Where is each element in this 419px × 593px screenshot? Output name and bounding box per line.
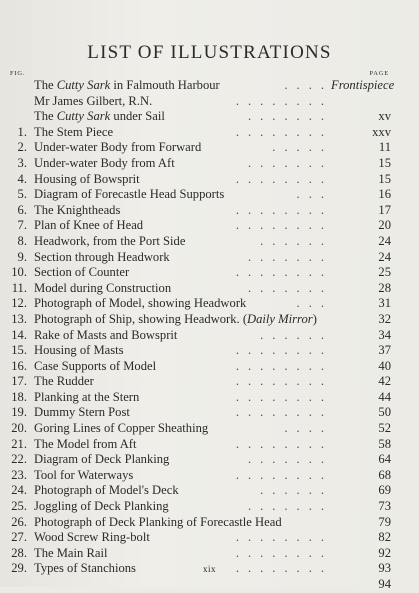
leader-dots: ........ <box>235 171 333 186</box>
page-reference: 42 <box>378 374 391 389</box>
page-reference: 68 <box>378 467 391 482</box>
page-reference: 64 <box>378 452 391 467</box>
caption-text: Photograph of Model's Deck <box>34 483 179 498</box>
figure-number: 24. <box>11 483 27 498</box>
caption-text-suffix: (Daily Mirror) <box>239 311 317 326</box>
leader-dots: ... <box>296 296 333 311</box>
caption-text: Tool for Waterways <box>34 467 134 482</box>
leader-dots: ........ <box>235 358 333 373</box>
caption-text: Model during Construction <box>34 280 172 295</box>
caption-italic-text: Cutty Sark <box>56 109 111 124</box>
caption-text: Planking at the Stern <box>34 389 140 404</box>
caption-text: The Main Rail <box>34 545 108 560</box>
page-reference: 93 <box>378 561 391 576</box>
list-item <box>0 499 419 515</box>
caption-text: Section through Headwork <box>34 249 170 264</box>
figure-number: 3. <box>17 155 27 170</box>
list-item <box>0 483 419 499</box>
caption-text: Housing of Bowsprit <box>34 171 140 186</box>
caption-text: Diagram of Deck Planking <box>34 452 170 467</box>
list-item <box>0 359 419 375</box>
list-item <box>0 187 419 203</box>
list-item <box>0 374 419 390</box>
leader-dots: .... <box>284 78 333 92</box>
caption-text: Housing of Masts <box>34 343 124 358</box>
list-item <box>0 234 419 250</box>
caption-text: Rake of Masts and Bowsprit <box>34 327 178 342</box>
figure-number: 14. <box>11 327 27 342</box>
page-number: xix <box>202 564 216 574</box>
caption-text: Diagram of Forecastle Head Supports <box>34 187 225 202</box>
list-item <box>0 125 419 141</box>
list-item <box>0 296 419 312</box>
leader-dots: ...... <box>260 233 333 248</box>
page-reference: 40 <box>378 358 391 373</box>
page-column-header: PAGE <box>369 70 389 77</box>
leader-dots: ........ <box>235 124 333 139</box>
figure-caption <box>34 281 171 297</box>
leader-dots: ........ <box>235 545 333 560</box>
figure-number: 22. <box>11 452 27 467</box>
page-reference: 11 <box>378 140 391 155</box>
caption-text: Dummy Stern Post <box>34 405 130 420</box>
caption-text: The Stem Piece <box>34 124 114 139</box>
leader-dots: ...... <box>260 327 333 342</box>
caption-text: Mr James Gilbert, R.N. <box>34 93 153 108</box>
caption-text-suffix: under Sail <box>110 109 165 124</box>
caption-text: Photograph of Ship, showing Headwork. <box>34 311 240 326</box>
caption-text: Under-water Body from Aft <box>34 155 175 170</box>
page-reference: 15 <box>378 155 391 170</box>
list-item <box>0 156 419 172</box>
figure-caption <box>34 374 94 390</box>
caption-text: Joggling of Deck Planking <box>34 499 169 514</box>
leader-dots: ........ <box>235 530 333 545</box>
figure-caption <box>34 468 133 484</box>
figure-caption <box>34 234 185 250</box>
page-reference: 50 <box>378 405 391 420</box>
leader-dots: ........ <box>235 561 333 576</box>
figure-caption <box>34 109 165 125</box>
figure-number: 1. <box>17 124 27 139</box>
figure-number: 10. <box>11 265 27 280</box>
figure-caption <box>34 94 152 110</box>
caption-text: Photograph of Model, showing Headwork <box>34 296 247 311</box>
figure-caption <box>34 218 143 234</box>
list-item <box>0 530 419 546</box>
list-item <box>0 265 419 281</box>
figure-number: 21. <box>11 436 27 451</box>
list-item <box>0 78 419 94</box>
figure-caption <box>34 172 140 188</box>
list-item <box>0 515 419 531</box>
figure-caption <box>34 343 124 359</box>
list-item <box>0 437 419 453</box>
list-item <box>0 172 419 188</box>
figure-caption <box>34 483 179 499</box>
figure-number: 16. <box>11 358 27 373</box>
page-reference: xv <box>378 109 391 124</box>
figure-caption <box>34 156 175 172</box>
list-item <box>0 218 419 234</box>
page-reference: 17 <box>378 202 391 217</box>
list-item <box>0 546 419 562</box>
list-item <box>0 421 419 437</box>
leader-dots: ....... <box>247 280 333 295</box>
list-item <box>0 203 419 219</box>
page-title: LIST OF ILLUSTRATIONS <box>87 42 332 63</box>
caption-text: Section of Counter <box>34 265 130 280</box>
page-reference: 37 <box>378 343 391 358</box>
page-reference: 31 <box>378 296 391 311</box>
figure-caption <box>34 250 170 266</box>
figure-number: 9. <box>17 249 27 264</box>
figure-caption <box>34 515 282 531</box>
caption-text: Case Supports of Model <box>34 358 157 373</box>
caption-text: Types of Stanchions <box>34 561 136 576</box>
figure-number: 28. <box>11 545 27 560</box>
figure-caption <box>34 328 177 344</box>
figure-number: 25. <box>11 499 27 514</box>
figure-number: 27. <box>11 530 27 545</box>
page-reference: 25 <box>378 265 391 280</box>
leader-dots: ...... <box>260 483 333 498</box>
page-reference: 73 <box>378 499 391 514</box>
figure-number: 12. <box>11 296 27 311</box>
caption-text: The Knightheads <box>34 202 121 217</box>
list-item <box>0 281 419 297</box>
figure-caption <box>34 265 129 281</box>
list-item <box>0 250 419 266</box>
figure-caption <box>34 499 169 515</box>
leader-dots: ....... <box>247 109 333 124</box>
caption-text: The Model from Aft <box>34 436 137 451</box>
leader-dots: ........ <box>235 93 333 108</box>
figure-number: 20. <box>11 421 27 436</box>
caption-text: The Rudder <box>34 374 94 389</box>
figure-caption <box>34 421 208 437</box>
figure-caption <box>34 203 120 219</box>
caption-text: Under-water Body from Forward <box>34 140 202 155</box>
page-reference: 69 <box>378 483 391 498</box>
list-item <box>0 140 419 156</box>
figure-number: 17. <box>11 374 27 389</box>
leader-dots: ........ <box>235 374 333 389</box>
caption-text: Photograph of Deck Planking of Forecastle Head <box>34 514 282 529</box>
list-item <box>0 343 419 359</box>
page-reference: 34 <box>378 327 391 342</box>
caption-text: The <box>34 78 57 92</box>
leader-dots: ........ <box>235 218 333 233</box>
page-reference: 24 <box>378 249 391 264</box>
caption-text: Wood Screw Ring-bolt <box>34 530 150 545</box>
figure-caption <box>34 125 113 141</box>
leader-dots: ........ <box>235 436 333 451</box>
caption-text: Headwork, from the Port Side <box>34 233 186 248</box>
figure-number: 5. <box>17 187 27 202</box>
leader-dots: ........ <box>235 265 333 280</box>
page-reference: 15 <box>378 171 391 186</box>
figure-caption <box>34 437 136 453</box>
figure-caption <box>34 359 156 375</box>
figure-caption <box>34 530 150 546</box>
figure-caption <box>34 390 139 406</box>
list-item <box>0 577 419 593</box>
caption-italic-text: Cutty Sark <box>56 78 111 92</box>
leader-dots: ........ <box>235 343 333 358</box>
leader-dots: ....... <box>247 249 333 264</box>
leader-dots: ... <box>296 187 333 202</box>
figure-number: 8. <box>17 233 27 248</box>
page-reference: 16 <box>378 187 391 202</box>
list-item <box>0 390 419 406</box>
figure-number: 6. <box>17 202 27 217</box>
leader-dots: .... <box>284 421 333 436</box>
figure-number: 26. <box>11 514 27 529</box>
figure-caption <box>34 452 169 468</box>
list-item <box>0 312 419 328</box>
list-item <box>0 405 419 421</box>
caption-text-suffix: in Falmouth Harbour <box>110 78 220 92</box>
page-reference: xxv <box>372 124 391 139</box>
list-item <box>0 328 419 344</box>
list-item <box>0 468 419 484</box>
figure-caption <box>34 546 107 562</box>
figure-caption <box>34 312 317 328</box>
leader-dots: ..... <box>272 140 333 155</box>
figure-number: 23. <box>11 467 27 482</box>
page-reference: 82 <box>378 530 391 545</box>
list-item <box>0 94 419 110</box>
page-reference: Frontispiece <box>331 78 395 92</box>
page-reference: 28 <box>378 280 391 295</box>
page-reference: 24 <box>378 233 391 248</box>
leader-dots: ........ <box>235 467 333 482</box>
figure-caption <box>34 405 130 421</box>
leader-dots: ....... <box>247 452 333 467</box>
list-item <box>0 109 419 125</box>
illustration-list <box>0 78 419 593</box>
figure-number: 18. <box>11 389 27 404</box>
figure-number: 11. <box>11 280 27 295</box>
page-reference: 52 <box>378 421 391 436</box>
fig-column-header: FIG. <box>10 70 26 77</box>
figure-caption <box>34 140 201 156</box>
page-reference: 92 <box>378 545 391 560</box>
figure-caption <box>34 78 220 94</box>
page-reference: 44 <box>378 389 391 404</box>
figure-number: 13. <box>11 311 27 326</box>
figure-number: 29. <box>11 561 27 576</box>
leader-dots: ........ <box>235 405 333 420</box>
leader-dots: ........ <box>235 202 333 217</box>
figure-number: 15. <box>11 343 27 358</box>
page-reference: 20 <box>378 218 391 233</box>
figure-number: 2. <box>17 140 27 155</box>
caption-text: The <box>34 109 57 124</box>
caption-text: Plan of Knee of Head <box>34 218 144 233</box>
leader-dots: ....... <box>247 155 333 170</box>
list-item <box>0 452 419 468</box>
page-reference: 58 <box>378 436 391 451</box>
figure-number: 7. <box>17 218 27 233</box>
figure-number: 19. <box>11 405 27 420</box>
page-reference: 79 <box>378 514 391 529</box>
caption-text: Goring Lines of Copper Sheathing <box>34 421 209 436</box>
leader-dots: ........ <box>235 389 333 404</box>
page-reference: 32 <box>378 311 391 326</box>
leader-dots: ....... <box>247 499 333 514</box>
figure-number: 4. <box>17 171 27 186</box>
page-reference: 94 <box>378 577 391 591</box>
